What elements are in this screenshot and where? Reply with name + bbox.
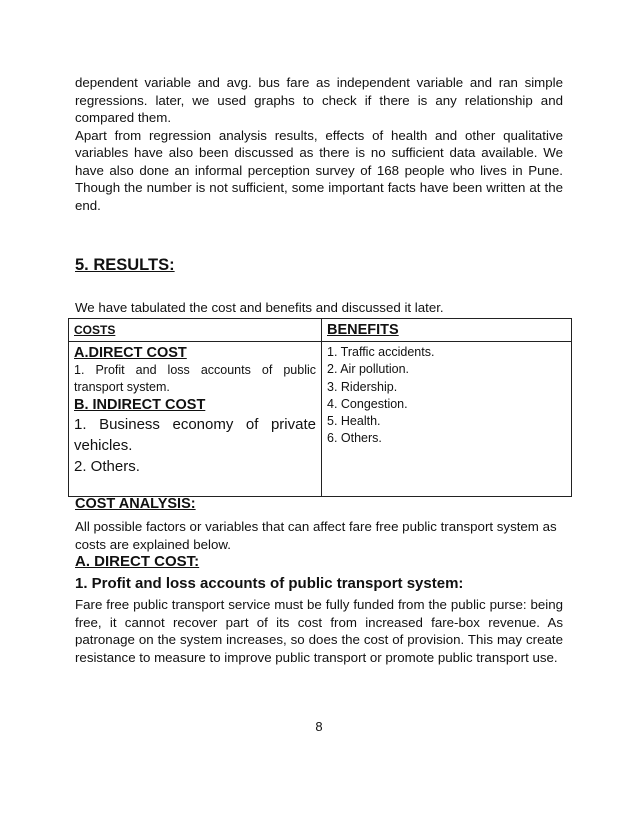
indirect-cost-item: 2. Others. [74,458,140,475]
cost-analysis-intro: All possible factors or variables that can affect fare free public transport system as costs are explained below. [75,519,557,552]
benefit-item: 6. Others. [327,431,382,446]
benefit-item: 3. Ridership. [327,379,398,394]
benefit-item: 1. Traffic accidents. [327,345,435,359]
benefits-cell [322,342,572,497]
results-intro: We have tabulated the cost and benefits and discussed it later. [75,300,444,315]
table-header-row [69,319,572,342]
costs-cell [69,342,322,497]
direct-cost-heading: A.DIRECT COST [74,345,187,361]
benefit-item: 5. Health. [327,414,381,429]
results-heading: 5. RESULTS: [75,256,175,274]
cost-benefit-table [68,318,572,497]
profit-loss-paragraph: Fare free public transport service must be fully funded from the public purse: being free, it cannot recover part of its cost from increased fare-box revenue. As patronage on the system increases, so does the cost of provision. This may create resistance to measure to improve public transport or promote public transport use. [75,597,563,665]
costs-header: COSTS [74,323,116,337]
table-body-row [69,342,572,497]
intro-section [75,74,563,214]
intro-paragraph-1: dependent variable and avg. bus fare as independent variable and ran simple regressions. later, we used graphs to check if there is any relationship and compared them. [75,75,563,125]
intro-paragraph-2: Apart from regression analysis results, effects of health and other qualitative variables have also been discussed as there is no sufficient data available. We have also done an informal perception survey of 168 people who lives in Pune. Though the number is not sufficient, some important facts have been written at the end. [75,127,563,213]
benefits-header: BENEFITS [327,322,399,338]
benefit-item: 2. Air pollution. [327,362,409,377]
direct-cost-section-heading: A. DIRECT COST: [75,553,200,570]
profit-loss-subheading: 1. Profit and loss accounts of public transport system: [75,575,464,592]
page-number: 8 [315,719,323,734]
benefit-item: 4. Congestion. [327,396,408,411]
indirect-cost-item: 1. Business economy of private vehicles. [74,416,316,454]
indirect-cost-heading: B. INDIRECT COST [74,397,206,413]
costs-header-cell [69,319,322,342]
direct-cost-item: 1. Profit and loss accounts of public transport system. [74,363,316,394]
benefits-header-cell [322,319,572,342]
cost-analysis-heading: COST ANALYSIS: [75,496,196,512]
